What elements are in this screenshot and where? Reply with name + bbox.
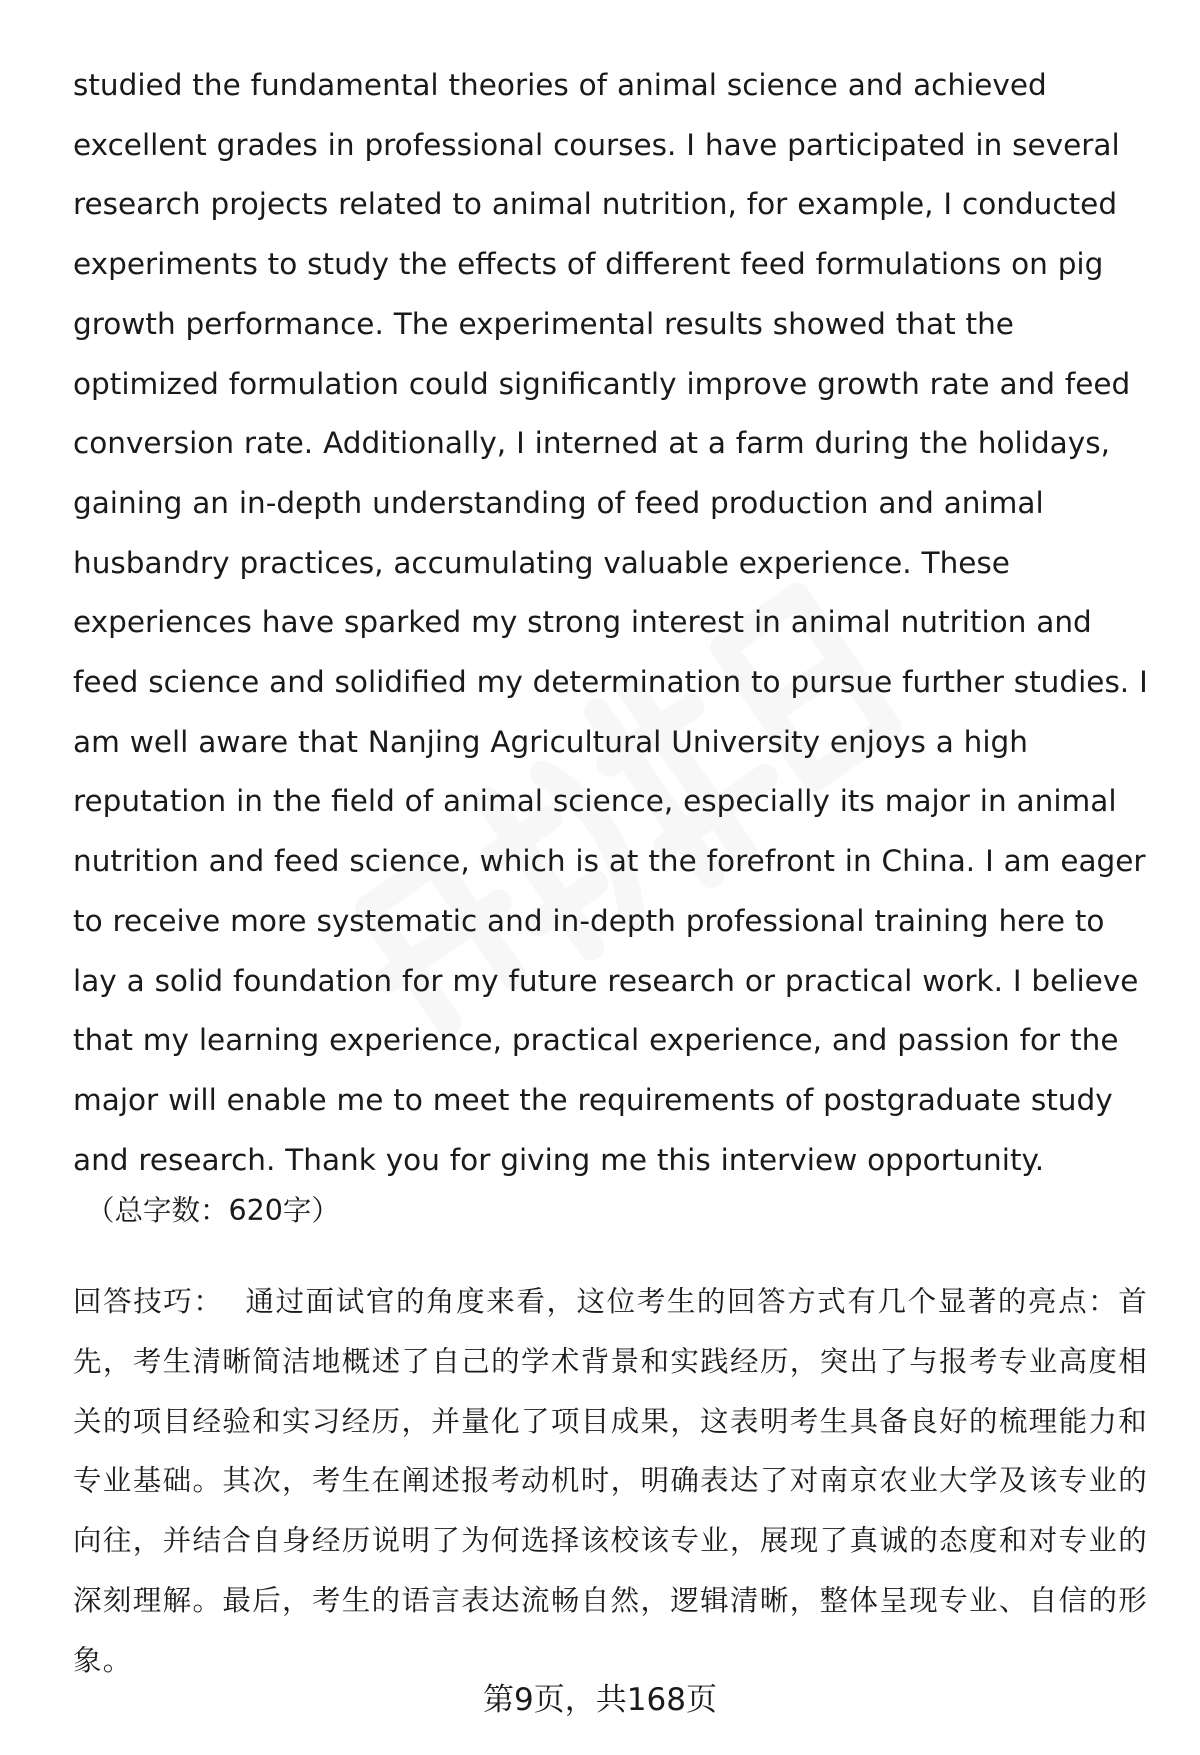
word-count: （总字数：620字）: [86, 1194, 340, 1227]
answer-tips: [73, 1272, 1148, 1691]
english-answer: [73, 56, 1153, 1190]
english-answer-paragraph: studied the fundamental theories of animal science and achieved excellent grades in professional courses. I have participated in several research projects related to animal nutrition, for example, I conducted experiments to study the effects of different feed formulations on pig growth performance. The experimental results showed that the optimized formulation could significantly improve growth rate and feed conversion rate. Additionally, I interned at a farm during the holidays, gaining an in-depth understanding of feed production and animal husbandry practices, accumulating valuable experience. These experiences have sparked my strong interest in animal nutrition and feed science and solidified my determination to pursue further studies. I am well aware that Nanjing Agricultural University enjoys a high reputation in the field of animal science, especially its major in animal nutrition and feed science, which is at the forefront in China. I am eager to receive more systematic and in-depth professional training here to lay a solid foundation for my future research or practical work. I believe that my learning experience, practical experience, and passion for the major will enable me to meet the requirements of postgraduate study and research. Thank you for giving me this interview opportunity.: [73, 68, 1148, 1177]
answer-tips-text: 通过面试官的角度来看，这位考生的回答方式有几个显著的亮点：首先，考生清晰简洁地概述了自己的学术背景和实践经历，突出了与报考专业高度相关的项目经验和实习经历，并量化了项目成果，这表明考生具备良好的梳理能力和专业基础。其次，考生在阐述报考动机时，明确表达了对南京农业大学及该专业的向往，并结合自身经历说明了为何选择该校该专业，展现了真诚的态度和对专业的深刻理解。最后，考生的语言表达流畅自然，逻辑清晰，整体呈现专业、自信的形象。: [73, 1285, 1148, 1677]
answer-tips-label: 回答技巧：: [73, 1285, 224, 1318]
page-number: 第9页，共168页: [483, 1682, 717, 1718]
